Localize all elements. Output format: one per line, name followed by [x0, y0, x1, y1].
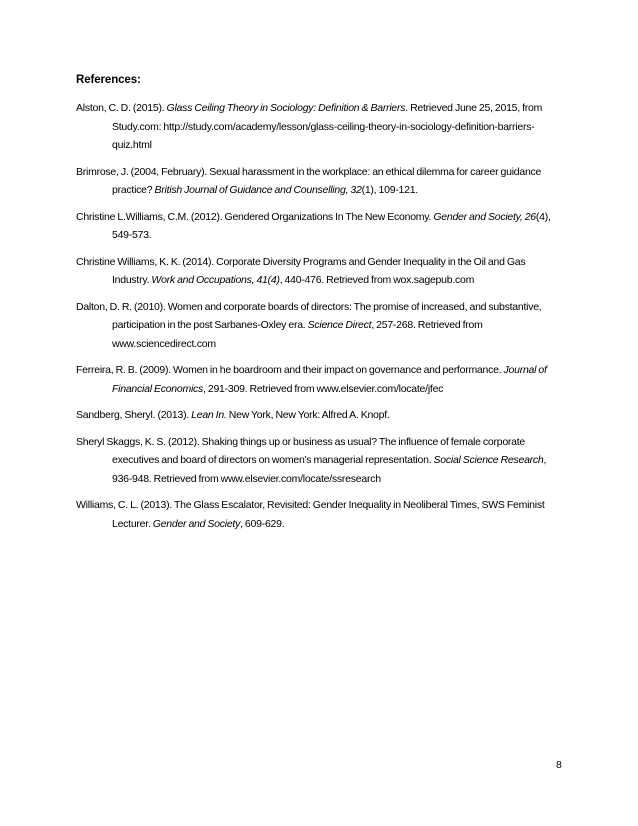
reference-text: , 291-309. Retrieved from www.elsevier.com/locate/jfec: [203, 382, 444, 395]
page-number: 8: [556, 759, 562, 771]
reference-italic-text: Glass Ceiling Theory in Sociology: Definition & Barriers: [166, 102, 406, 114]
reference-text: Sheryl Skaggs, K. S. (2012). Shaking things up or business as usual? The influence of female corporate executives and board of directors on women's managerial representation.: [76, 435, 526, 466]
reference-entry: [76, 496, 560, 533]
reference-italic-text: Social Science Research: [433, 454, 544, 466]
reference-entry: [76, 253, 560, 290]
reference-text: Sandberg, Sheryl. (2013).: [76, 409, 192, 421]
reference-italic-text: Lean In.: [191, 409, 227, 421]
reference-text: Dalton, D. R. (2010). Women and corporate boards of directors: The promise of increased, and substantive, participation in the post Sarbanes-Oxley era.: [76, 300, 542, 331]
reference-list: [76, 99, 560, 541]
reference-text: Christine L.Williams, C.M. (2012). Gendered Organizations In The New Economy.: [76, 210, 434, 223]
reference-text: , 257-268. Retrieved from www.sciencedirect.com: [112, 319, 483, 350]
reference-entry: [76, 433, 560, 489]
reference-italic-text: Gender and Society: [152, 517, 241, 530]
reference-italic-text: Journal of Financial Economics: [112, 364, 547, 395]
reference-text: (4), 549-573.: [112, 210, 551, 241]
reference-italic-text: Science Direct: [307, 319, 372, 331]
reference-entry: [76, 99, 560, 155]
references-heading: References:: [76, 74, 141, 86]
reference-text: , 609-629.: [240, 517, 285, 530]
reference-text: Williams, C. L. (2013). The Glass Escalator, Revisited: Gender Inequality in Neoliberal Times, SWS Feminist Lecturer.: [76, 499, 545, 530]
reference-text: , 440-476. Retrieved from wox.sagepub.com: [279, 274, 475, 286]
reference-entry: [76, 298, 560, 354]
reference-text: Brimrose, J. (2004, February). Sexual harassment in the workplace: an ethical dilemma for career guidance practice?: [76, 165, 542, 196]
reference-text: New York, New York: Alfred A. Knopf.: [226, 409, 390, 421]
reference-text: Christine Williams, K. K. (2014). Corporate Diversity Programs and Gender Inequality in the Oil and Gas Industry.: [76, 255, 526, 286]
reference-entry: [76, 208, 560, 245]
reference-text: (1), 109-121.: [361, 184, 418, 196]
reference-italic-text: Work and Occupations, 41(4): [151, 274, 280, 286]
reference-italic-text: Gender and Society, 26: [433, 210, 536, 223]
reference-italic-text: British Journal of Guidance and Counselling, 32: [154, 184, 362, 196]
reference-entry: [76, 406, 560, 425]
reference-entry: [76, 163, 560, 200]
reference-text: Ferreira, R. B. (2009). Women in he boardroom and their impact on governance and performance.: [76, 364, 504, 376]
reference-text: . Retrieved June 25, 2015, from Study.com: http://study.com/academy/lesson/glass-ceiling-theory-in-sociology-definition-barriers-quiz.html: [112, 102, 543, 151]
reference-entry: [76, 361, 560, 398]
reference-text: , 936-948. Retrieved from www.elsevier.com/locate/ssresearch: [112, 454, 547, 485]
reference-text: Alston, C. D. (2015).: [76, 102, 167, 114]
